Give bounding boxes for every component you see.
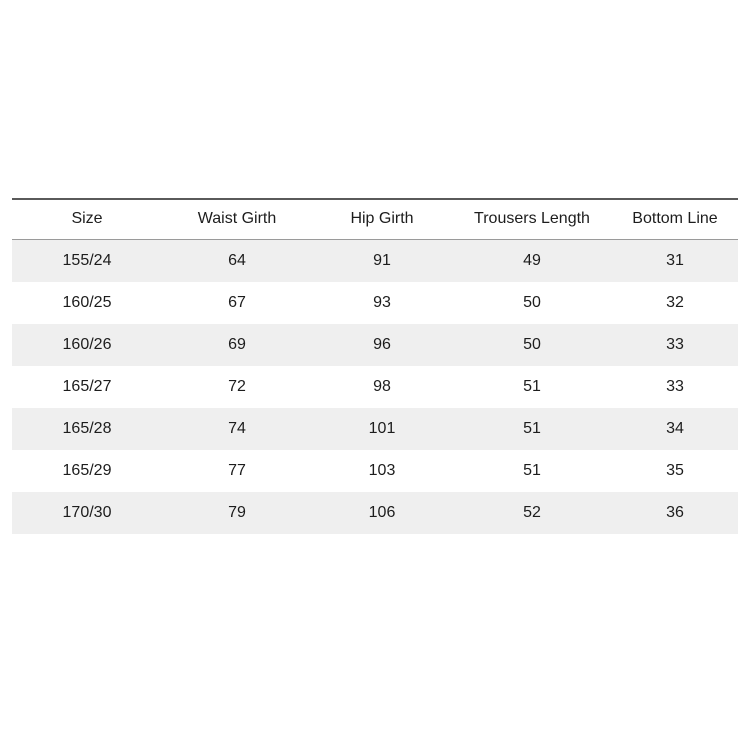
cell-hip-girth: 91 [312, 240, 452, 283]
cell-bottom-line: 35 [612, 450, 738, 492]
cell-waist-girth: 67 [162, 282, 312, 324]
column-header-waist-girth: Waist Girth [162, 199, 312, 240]
table-row [12, 450, 738, 492]
cell-waist-girth: 74 [162, 408, 312, 450]
cell-waist-girth: 69 [162, 324, 312, 366]
cell-hip-girth: 93 [312, 282, 452, 324]
column-header-bottom-line: Bottom Line [612, 199, 738, 240]
table-header [12, 199, 738, 240]
cell-size: 155/24 [12, 240, 162, 283]
cell-waist-girth: 79 [162, 492, 312, 534]
cell-hip-girth: 98 [312, 366, 452, 408]
column-header-trousers-length: Trousers Length [452, 199, 612, 240]
cell-hip-girth: 101 [312, 408, 452, 450]
table-body [12, 240, 738, 535]
table-row [12, 282, 738, 324]
cell-trousers-length: 51 [452, 450, 612, 492]
cell-hip-girth: 106 [312, 492, 452, 534]
cell-trousers-length: 51 [452, 366, 612, 408]
cell-size: 170/30 [12, 492, 162, 534]
cell-trousers-length: 49 [452, 240, 612, 283]
size-chart-table [12, 198, 738, 534]
cell-bottom-line: 33 [612, 366, 738, 408]
cell-waist-girth: 77 [162, 450, 312, 492]
cell-trousers-length: 52 [452, 492, 612, 534]
cell-size: 165/28 [12, 408, 162, 450]
cell-bottom-line: 36 [612, 492, 738, 534]
cell-bottom-line: 33 [612, 324, 738, 366]
cell-hip-girth: 103 [312, 450, 452, 492]
cell-waist-girth: 64 [162, 240, 312, 283]
table-row [12, 240, 738, 283]
table-header-row [12, 199, 738, 240]
cell-size: 165/29 [12, 450, 162, 492]
table-row [12, 324, 738, 366]
size-chart-container [12, 198, 738, 534]
cell-hip-girth: 96 [312, 324, 452, 366]
column-header-hip-girth: Hip Girth [312, 199, 452, 240]
cell-trousers-length: 50 [452, 282, 612, 324]
cell-size: 165/27 [12, 366, 162, 408]
column-header-size: Size [12, 199, 162, 240]
table-row [12, 492, 738, 534]
cell-size: 160/26 [12, 324, 162, 366]
cell-trousers-length: 51 [452, 408, 612, 450]
cell-size: 160/25 [12, 282, 162, 324]
cell-waist-girth: 72 [162, 366, 312, 408]
cell-bottom-line: 31 [612, 240, 738, 283]
table-row [12, 408, 738, 450]
cell-bottom-line: 32 [612, 282, 738, 324]
table-row [12, 366, 738, 408]
cell-bottom-line: 34 [612, 408, 738, 450]
cell-trousers-length: 50 [452, 324, 612, 366]
